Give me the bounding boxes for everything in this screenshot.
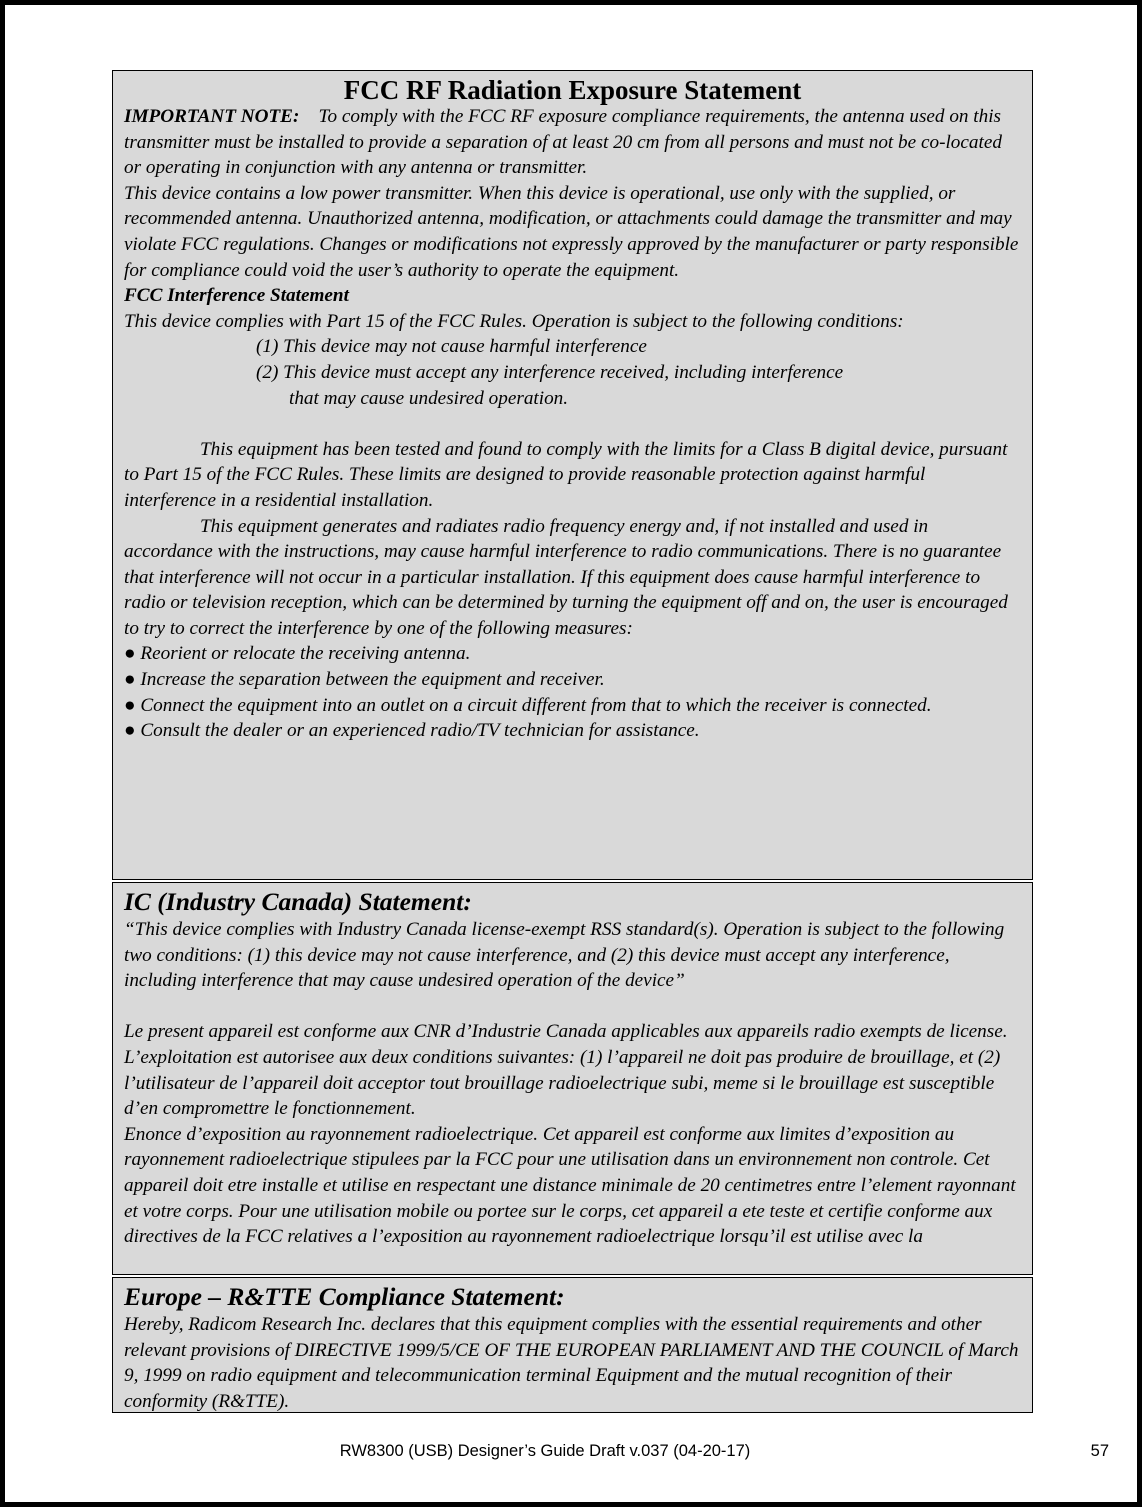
europe-paragraph: Hereby, Radicom Research Inc. declares that this equipment complies with the essential requirements and other relevant provisions of DIRECTIVE 1999/5/CE OF THE EUROPEAN PARLIAMENT AND THE COUNCIL of March 9, 1999 on radio equipment and telecommunication terminal Equipment and the mutual recognition of their conformity (R&TTE).	[124, 1314, 1019, 1412]
measure-item: ● Reorient or relocate the receiving antenna.	[124, 643, 471, 665]
ic-english-paragraph: “This device complies with Industry Canada license-exempt RSS standard(s). Operation is subject to the following two conditions: (1) this device may not cause interference, and (2) this device must accept any interference, including interference that may cause undesired operation of the device”	[124, 919, 1005, 992]
part15-paragraph: This device complies with Part 15 of the FCC Rules. Operation is subject to the following conditions:	[124, 310, 904, 332]
measure-item: ● Connect the equipment into an outlet on a circuit different from that to which the receiver is connected.	[124, 694, 932, 716]
footer-page-number: 57	[1090, 1442, 1109, 1460]
fcc-title: FCC RF Radiation Exposure Statement	[343, 75, 802, 105]
condition-1: (1) This device may not cause harmful interference	[256, 336, 647, 358]
condition-2: (2) This device must accept any interference received, including interference	[256, 361, 844, 383]
important-note-label: IMPORTANT NOTE:	[124, 106, 300, 127]
europe-statement-box	[112, 1277, 1033, 1413]
classb-paragraph: This equipment has been tested and found to comply with the limits for a Class B digital device, pursuant to Part 15 of the FCC Rules. These limits are designed to provide reasonable protection against harmful interference in a residential installation.	[124, 438, 1008, 511]
ic-french-paragraph: Le present appareil est conforme aux CNR d’Industrie Canada applicables aux appareils radio exempts de license. L’exploitation est autorisee aux deux conditions suivantes: (1) l’appareil ne doit pas produire de brouillage, et (2) l’utilisateur de l’appareil doit acceptor tout brouillage radioelectrique subi, meme si le brouillage est susceptible d’en compromettre le fonctionnement.	[124, 1021, 1008, 1120]
condition-2-continued: that may cause undesired operation.	[289, 387, 569, 409]
footer-doc-title: RW8300 (USB) Designer’s Guide Draft v.037 (04-20-17)	[339, 1442, 751, 1460]
device-paragraph: This device contains a low power transmitter. When this device is operational, use only with the supplied, or recommended antenna. Unauthorized antenna, modification, or attachments could damage the transmitter and may violate FCC regulations. Changes or modifications not expressly approved by the manufacturer or party responsible for compliance could void the user’s authority to operate the equipment.	[124, 182, 1019, 281]
spacer	[124, 994, 1021, 1020]
ic-statement-box	[112, 882, 1033, 1275]
important-note-text: To comply with the FCC RF exposure compliance requirements, the antenna used on this transmitter must be installed to provide a separation of at least 20 cm from all persons and must not be co-located or operating in conjunction with any antenna or transmitter.	[124, 106, 1002, 179]
important-note	[124, 104, 1021, 181]
fcc-statement-box	[112, 70, 1033, 880]
spacer	[124, 411, 1021, 437]
ic-exposure-paragraph: Enonce d’exposition au rayonnement radioelectrique. Cet appareil est conforme aux limites d’exposition au rayonnement radioelectrique stipulees par la FCC pour une utilisation dans un environnement non controle. Cet appareil doit etre installe et utilise en respectant une distance minimale de 20 centimetres entre l’element rayonnant et votre corps. Pour une utilisation mobile ou portee sur le corps, cet appareil a ete teste et certifie conforme aux directives de la FCC relatives a l’exposition au rayonnement radioelectrique lorsqu’il est utilise avec la	[124, 1123, 1016, 1248]
ic-title: IC (Industry Canada) Statement:	[124, 887, 472, 916]
europe-title: Europe – R&TTE Compliance Statement:	[124, 1282, 565, 1311]
interference-heading: FCC Interference Statement	[124, 285, 349, 307]
generates-paragraph: This equipment generates and radiates radio frequency energy and, if not installed and used in accordance with the instructions, may cause harmful interference to radio communications. There is no guarantee that interference will not occur in a particular installation. If this equipment does cause harmful interference to radio or television reception, which can be determined by turning the equipment off and on, the user is encouraged to try to correct the interference by one of the following measures:	[124, 515, 1008, 639]
measure-item: ● Consult the dealer or an experienced radio/TV technician for assistance.	[124, 720, 700, 742]
measure-item: ● Increase the separation between the equipment and receiver.	[124, 669, 605, 691]
